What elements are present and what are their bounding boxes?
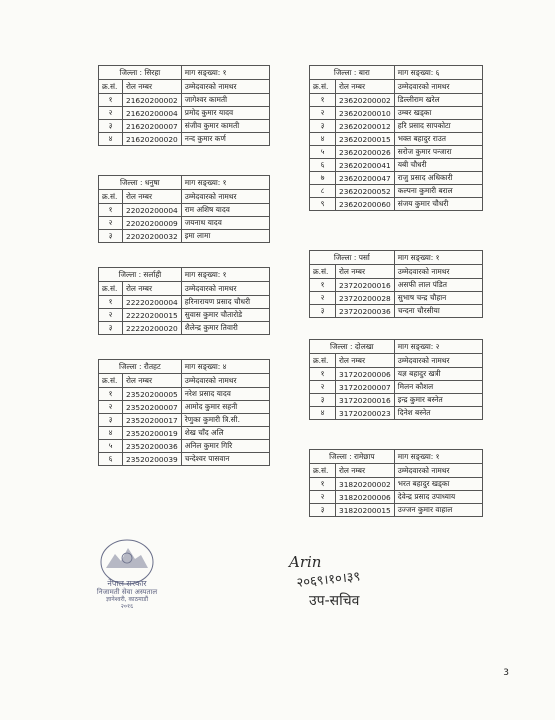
candidate-name-cell: मिलन कौशल [394, 381, 482, 394]
candidate-name-cell: अनिल कुमार गिरि [181, 440, 269, 453]
candidate-name-cell: उम्बर खड्का [394, 107, 482, 120]
col-header-roll: रोल नम्बर [336, 464, 395, 478]
table-row [99, 440, 270, 453]
district-header-row [310, 450, 483, 464]
roll-number-cell: 23620200010 [336, 107, 395, 120]
column-header-row [99, 374, 270, 388]
seal-line4: २०१६ [120, 603, 134, 608]
col-header-name: उम्मेदवारको नामथर [181, 190, 269, 204]
roll-number-cell: 22220200004 [123, 296, 182, 309]
signature-block [285, 545, 405, 611]
column-header-row [99, 190, 270, 204]
serial-cell: ७ [310, 172, 336, 185]
column-header-row [310, 265, 483, 279]
serial-cell: ४ [310, 133, 336, 146]
candidate-name-cell: संजीव कुमार कामती [181, 120, 269, 133]
district-header-row [99, 176, 270, 190]
district-table [98, 267, 270, 335]
district-table [309, 449, 483, 517]
col-header-serial: क्र.सं. [99, 190, 123, 204]
col-header-name: उम्मेदवारको नामथर [394, 464, 482, 478]
serial-cell: ३ [99, 414, 123, 427]
table-row [310, 504, 483, 517]
roll-number-cell: 23720200036 [336, 305, 395, 318]
candidate-name-cell: भरत बहादुर खड्का [394, 478, 482, 491]
signature-date: २०६९।१०।३९ [295, 569, 362, 591]
candidate-name-cell: शेख चाँद अलि [181, 427, 269, 440]
candidate-name-cell: शैलेन्द्र कुमार तिवारी [181, 322, 269, 335]
col-header-roll: रोल नम्बर [123, 374, 182, 388]
serial-cell: ५ [99, 440, 123, 453]
roll-number-cell: 21620200004 [123, 107, 182, 120]
quota-count: माग सङ्ख्या: २ [394, 340, 482, 354]
roll-number-cell: 23520200007 [123, 401, 182, 414]
district-name: जिल्ला : दोलखा [310, 340, 395, 354]
col-header-roll: रोल नम्बर [123, 282, 182, 296]
table-row [99, 230, 270, 243]
seal-line2: निजामती सेवा अस्पताल [96, 588, 158, 596]
column-header-row [99, 282, 270, 296]
col-header-serial: क्र.सं. [99, 282, 123, 296]
roll-number-cell: 23520200017 [123, 414, 182, 427]
district-header-row [99, 360, 270, 374]
roll-number-cell: 22020200009 [123, 217, 182, 230]
serial-cell: ६ [99, 453, 123, 466]
candidate-name-cell: देवेन्द्र प्रसाद उपाध्याय [394, 491, 482, 504]
col-header-name: उम्मेदवारको नामथर [181, 374, 269, 388]
roll-number-cell: 31720200023 [336, 407, 395, 420]
district-name: जिल्ला : बारा [310, 66, 395, 80]
district-name: जिल्ला : सर्लाही [99, 268, 182, 282]
table-row [310, 107, 483, 120]
table-row [99, 309, 270, 322]
candidate-name-cell: भक्त बहादुर राउत [394, 133, 482, 146]
page-number: 3 [503, 668, 509, 678]
table-row [99, 133, 270, 146]
table-row [99, 296, 270, 309]
col-header-serial: क्र.सं. [310, 354, 336, 368]
serial-cell: २ [310, 107, 336, 120]
serial-cell: २ [99, 309, 123, 322]
district-table [309, 65, 483, 211]
district-table [98, 65, 270, 146]
serial-cell: ३ [310, 305, 336, 318]
candidate-name-cell: यबी चौधरी [394, 159, 482, 172]
roll-number-cell: 23620200041 [336, 159, 395, 172]
table-row [310, 159, 483, 172]
roll-number-cell: 31720200007 [336, 381, 395, 394]
roll-number-cell: 31820200006 [336, 491, 395, 504]
candidate-name-cell: नरेश प्रसाद यादव [181, 388, 269, 401]
candidate-name-cell: जागेश्वर कामती [181, 94, 269, 107]
official-seal [88, 528, 166, 612]
serial-cell: ६ [310, 159, 336, 172]
roll-number-cell: 23520200039 [123, 453, 182, 466]
signature-scribble: Arin [289, 553, 322, 571]
roll-number-cell: 31720200016 [336, 394, 395, 407]
candidate-name-cell: चन्देश्वर पासवान [181, 453, 269, 466]
roll-number-cell: 22220200015 [123, 309, 182, 322]
serial-cell: १ [310, 368, 336, 381]
col-header-roll: रोल नम्बर [336, 354, 395, 368]
roll-number-cell: 23620200052 [336, 185, 395, 198]
serial-cell: २ [99, 107, 123, 120]
column-header-row [99, 80, 270, 94]
col-header-roll: रोल नम्बर [336, 265, 395, 279]
serial-cell: ३ [99, 322, 123, 335]
col-header-serial: क्र.सं. [310, 464, 336, 478]
district-header-row [99, 268, 270, 282]
roll-number-cell: 23620200060 [336, 198, 395, 211]
serial-cell: ४ [99, 133, 123, 146]
table-row [99, 388, 270, 401]
roll-number-cell: 31820200015 [336, 504, 395, 517]
roll-number-cell: 23620200026 [336, 146, 395, 159]
col-header-name: उम्मेदवारको नामथर [394, 265, 482, 279]
candidate-name-cell: दिनेश बस्नेत [394, 407, 482, 420]
candidate-name-cell: हरिनारायण प्रसाद चौधरी [181, 296, 269, 309]
roll-number-cell: 23520200005 [123, 388, 182, 401]
table-row [310, 279, 483, 292]
serial-cell: १ [99, 296, 123, 309]
column-header-row [310, 80, 483, 94]
roll-number-cell: 22020200004 [123, 204, 182, 217]
district-header-row [310, 251, 483, 265]
table-row [310, 305, 483, 318]
table-row [99, 322, 270, 335]
roll-number-cell: 31720200006 [336, 368, 395, 381]
serial-cell: ३ [99, 120, 123, 133]
column-header-row [310, 354, 483, 368]
district-name: जिल्ला : धनुषा [99, 176, 182, 190]
serial-cell: ३ [310, 120, 336, 133]
roll-number-cell: 23620200015 [336, 133, 395, 146]
table-row [310, 185, 483, 198]
table-row [310, 198, 483, 211]
col-header-name: उम्मेदवारको नामथर [394, 80, 482, 94]
serial-cell: २ [310, 491, 336, 504]
col-header-roll: रोल नम्बर [123, 190, 182, 204]
table-row [99, 427, 270, 440]
candidate-name-cell: चन्दना चौरसीया [394, 305, 482, 318]
candidate-name-cell: सरोज कुमार पन्जारा [394, 146, 482, 159]
table-row [310, 394, 483, 407]
table-row [310, 120, 483, 133]
table-row [310, 491, 483, 504]
roll-number-cell: 21620200020 [123, 133, 182, 146]
district-table [98, 175, 270, 243]
candidate-name-cell: राजु प्रसाद अधिकारी [394, 172, 482, 185]
roll-number-cell: 22220200020 [123, 322, 182, 335]
serial-cell: ८ [310, 185, 336, 198]
serial-cell: ३ [310, 394, 336, 407]
table-row [99, 217, 270, 230]
serial-cell: ९ [310, 198, 336, 211]
table-row [310, 407, 483, 420]
table-row [99, 401, 270, 414]
serial-cell: २ [99, 217, 123, 230]
col-header-serial: क्र.सं. [310, 80, 336, 94]
serial-cell: ३ [99, 230, 123, 243]
district-name: जिल्ला : रौतहट [99, 360, 182, 374]
col-header-name: उम्मेदवारको नामथर [181, 282, 269, 296]
district-header-row [310, 66, 483, 80]
candidate-name-cell: रेणुका कुमारी त्रि.सी. [181, 414, 269, 427]
candidate-name-cell: इमा लामा [181, 230, 269, 243]
table-row [310, 381, 483, 394]
seal-line1: नेपाल सरकार [107, 579, 147, 588]
seal-line3: ज्ञानेश्वरी, काठमाडौं [106, 596, 148, 603]
serial-cell: ४ [310, 407, 336, 420]
serial-cell: १ [310, 279, 336, 292]
table-row [310, 146, 483, 159]
serial-cell: ४ [99, 427, 123, 440]
table-row [310, 478, 483, 491]
col-header-serial: क्र.सं. [99, 374, 123, 388]
candidate-name-cell: यज्ञ बहादुर खत्री [394, 368, 482, 381]
roll-number-cell: 23520200019 [123, 427, 182, 440]
district-table [309, 250, 483, 318]
roll-number-cell: 22020200032 [123, 230, 182, 243]
table-row [310, 94, 483, 107]
col-header-name: उम्मेदवारको नामथर [181, 80, 269, 94]
quota-count: माग सङ्ख्या: १ [181, 66, 269, 80]
table-row [99, 120, 270, 133]
serial-cell: १ [99, 204, 123, 217]
district-name: जिल्ला : रामेछाप [310, 450, 395, 464]
quota-count: माग सङ्ख्या: १ [394, 251, 482, 265]
candidate-name-cell: हरि प्रसाद सापकोटा [394, 120, 482, 133]
candidate-name-cell: सुभाष चन्द्र चौहान [394, 292, 482, 305]
table-row [310, 368, 483, 381]
col-header-serial: क्र.सं. [99, 80, 123, 94]
roll-number-cell: 21620200002 [123, 94, 182, 107]
quota-count: माग सङ्ख्या: १ [181, 268, 269, 282]
roll-number-cell: 23720200028 [336, 292, 395, 305]
col-header-roll: रोल नम्बर [336, 80, 395, 94]
col-header-name: उम्मेदवारको नामथर [394, 354, 482, 368]
table-row [99, 94, 270, 107]
candidate-name-cell: उज्जन कुमार वाहाल [394, 504, 482, 517]
candidate-name-cell: आमोद कुमार सहनी [181, 401, 269, 414]
candidate-name-cell: नन्द कुमार कर्ण [181, 133, 269, 146]
district-table [309, 339, 483, 420]
serial-cell: ५ [310, 146, 336, 159]
serial-cell: १ [99, 94, 123, 107]
candidate-name-cell: कल्पना कुमारी बराल [394, 185, 482, 198]
roll-number-cell: 23520200036 [123, 440, 182, 453]
table-row [99, 107, 270, 120]
district-name: जिल्ला : सिरहा [99, 66, 182, 80]
serial-cell: १ [99, 388, 123, 401]
candidate-name-cell: प्रमोद कुमार यादव [181, 107, 269, 120]
table-row [99, 204, 270, 217]
col-header-serial: क्र.सं. [310, 265, 336, 279]
roll-number-cell: 23720200016 [336, 279, 395, 292]
table-row [310, 292, 483, 305]
candidate-name-cell: सुवास कुमार चौतारोडे [181, 309, 269, 322]
quota-count: माग सङ्ख्या: ४ [181, 360, 269, 374]
serial-cell: ३ [310, 504, 336, 517]
candidate-name-cell: संजय कुमार चौधरी [394, 198, 482, 211]
table-row [310, 172, 483, 185]
roll-number-cell: 23620200012 [336, 120, 395, 133]
signature-title: उप-सचिव [309, 593, 360, 607]
serial-cell: २ [310, 381, 336, 394]
serial-cell: २ [99, 401, 123, 414]
candidate-name-cell: जयनाथ यादव [181, 217, 269, 230]
table-row [99, 453, 270, 466]
candidate-name-cell: राम अशिष यादव [181, 204, 269, 217]
roll-number-cell: 31820200002 [336, 478, 395, 491]
district-name: जिल्ला : पर्सा [310, 251, 395, 265]
quota-count: माग सङ्ख्या: १ [181, 176, 269, 190]
quota-count: माग सङ्ख्या: १ [394, 450, 482, 464]
roll-number-cell: 21620200007 [123, 120, 182, 133]
roll-number-cell: 23620200047 [336, 172, 395, 185]
district-header-row [310, 340, 483, 354]
district-table [98, 359, 270, 466]
col-header-roll: रोल नम्बर [123, 80, 182, 94]
district-header-row [99, 66, 270, 80]
table-row [99, 414, 270, 427]
column-header-row [310, 464, 483, 478]
serial-cell: १ [310, 94, 336, 107]
quota-count: माग सङ्ख्या: ६ [394, 66, 482, 80]
table-row [310, 133, 483, 146]
candidate-name-cell: इन्द्र कुमार बस्नेत [394, 394, 482, 407]
serial-cell: २ [310, 292, 336, 305]
candidate-name-cell: डिल्लीराम खरेल [394, 94, 482, 107]
candidate-name-cell: असफी लाल पंडित [394, 279, 482, 292]
serial-cell: १ [310, 478, 336, 491]
roll-number-cell: 23620200002 [336, 94, 395, 107]
